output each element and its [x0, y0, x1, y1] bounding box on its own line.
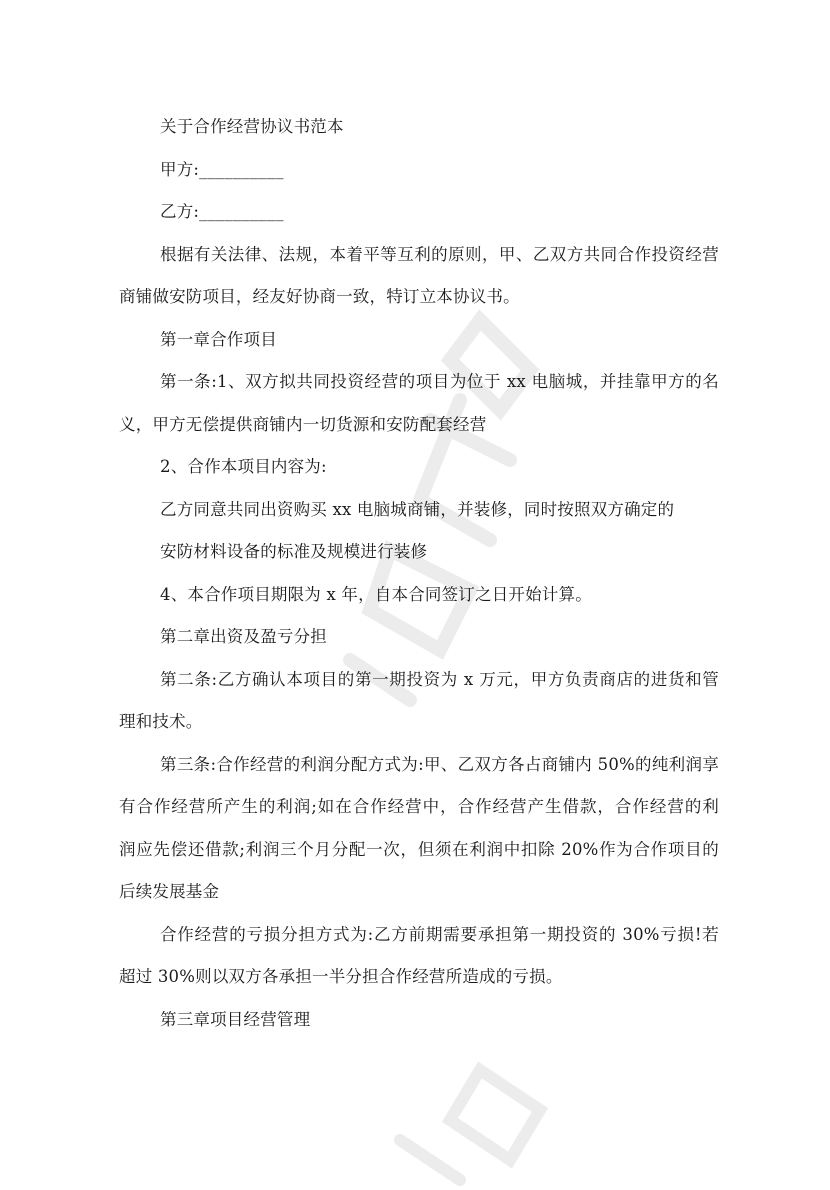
document-body [119, 106, 719, 1041]
article-3-line-2: 有合作经营所产生的利润;如在合作经营中，合作经营产生借款，合作经营的利 [119, 797, 719, 816]
article-3-line-3: 润应先偿还借款;利润三个月分配一次，但须在利润中扣除 20%作为合作项目的 [119, 839, 719, 859]
article-2-line-1: 第二条:乙方确认本项目的第一期投资为 x 万元，甲方负责商店的进货和管 [160, 669, 719, 689]
article-1-line-2: 义，甲方无偿提供商铺内一切货源和安防配套经营 [119, 414, 487, 434]
intro-line-2: 商铺做安防项目，经友好协商一致，特订立本协议书。 [119, 287, 520, 306]
article-3-line-1: 第三条:合作经营的利润分配方式为:甲、乙双方各占商铺内 50%的纯利润享 [160, 754, 719, 774]
chapter-1-heading: 第一章合作项目 [160, 329, 277, 349]
item-2-detail-line-2: 安防材料设备的标准及规模进行装修 [160, 542, 428, 561]
loss-sharing-line-2: 超过 30%则以双方各承担一半分担合作经营所造成的亏损。 [119, 967, 563, 986]
item-4: 4、本合作项目期限为 x 年，自本合同签订之日开始计算。 [160, 584, 592, 604]
chapter-3-heading: 第三章项目经营管理 [160, 1009, 311, 1029]
intro-line-1: 根据有关法律、法规，本着平等互利的原则，甲、乙双方共同合作投资经营 [160, 244, 719, 264]
watermark-graphic-bottom [360, 1050, 560, 1190]
party-a-field: 甲方:__________ [160, 159, 284, 179]
party-b-field: 乙方:__________ [160, 202, 284, 221]
chapter-2-heading: 第二章出资及盈亏分担 [160, 627, 327, 646]
item-2-detail-line-1: 乙方同意共同出资购买 xx 电脑城商铺，并装修，同时按照双方确定的 [160, 499, 675, 519]
item-2: 2、合作本项目内容为: [160, 457, 327, 476]
loss-sharing-line-1: 合作经营的亏损分担方式为:乙方前期需要承担第一期投资的 30%亏损!若 [160, 924, 719, 944]
article-2-line-2: 理和技术。 [119, 712, 203, 731]
article-1-line-1: 第一条:1、双方拟共同投资经营的项目为位于 xx 电脑城，并挂靠甲方的名 [160, 372, 719, 391]
article-3-line-4: 后续发展基金 [119, 882, 220, 901]
document-title: 关于合作经营协议书范本 [160, 117, 344, 136]
